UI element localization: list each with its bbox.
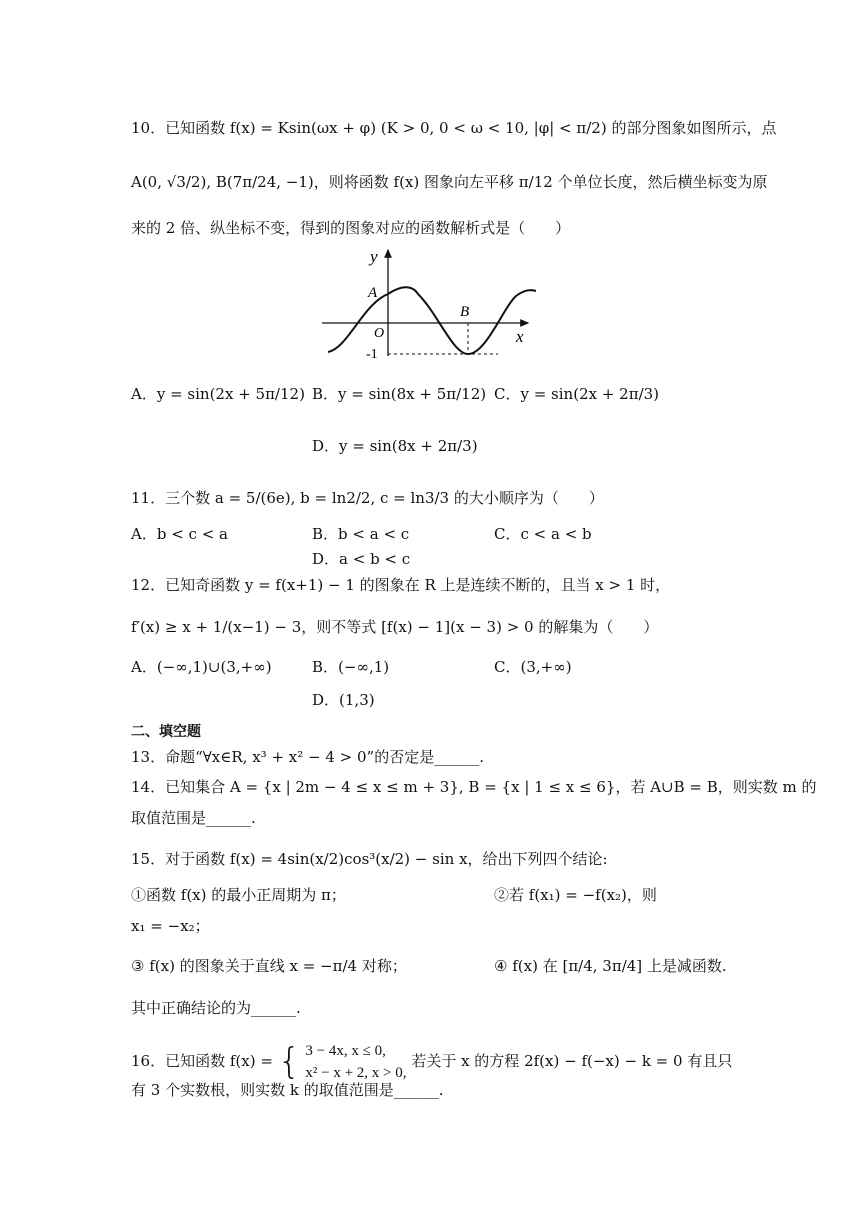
q11-line1: 11．三个数 a = 5/(6e), b = ln2/2, c = ln3/3 的大小顺序为（ ） [131, 489, 604, 507]
q15-conclusion-2a: ②若 f(x₁) = −f(x₂)，则 [494, 886, 657, 904]
q12-option-c[interactable]: C．(3,+∞) [494, 658, 572, 676]
q15-conclusion-1: ①函数 f(x) 的最小正周期为 π； [131, 886, 346, 904]
label-o: O [374, 326, 385, 341]
label-y: y [370, 247, 378, 266]
q10-option-b[interactable]: B．y = sin(8x + 5π/12) [312, 385, 487, 403]
piecewise-case-2: x² − x + 2, x > 0, [305, 1065, 407, 1081]
sine-graph [318, 244, 542, 360]
sine-curve [328, 287, 536, 354]
section-title-fill-in: 二、填空题 [131, 724, 201, 740]
q10-line2: A(0, √3/2), B(7π/24, −1)，则将函数 f(x) 图象向左平移 π/12 个单位长度，然后横坐标变为原 [131, 173, 768, 191]
q14-line2: 取值范围是______. [131, 809, 256, 827]
q15-conclusion-4: ④ f(x) 在 [π/4, 3π/4] 上是减函数. [494, 957, 727, 975]
q10-option-c[interactable]: C．y = sin(2x + 2π/3) [494, 385, 660, 403]
q11-option-a[interactable]: A．b < c < a [131, 525, 228, 543]
q15-line1: 15．对于函数 f(x) = 4sin(x/2)cos³(x/2) − sin x，给出下列四个结论: [131, 850, 608, 868]
label-a: A [368, 285, 378, 301]
q10-option-d[interactable]: D．y = sin(8x + 2π/3) [312, 437, 478, 455]
q10-line3: 来的 2 倍、纵坐标不变，得到的图象对应的函数解析式是（ ） [131, 219, 571, 237]
q14-line1: 14．已知集合 A = {x | 2m − 4 ≤ x ≤ m + 3}, B = {x | 1 ≤ x ≤ 6}，若 A∪B = B，则实数 m 的 [131, 778, 817, 796]
q12-line1: 12．已知奇函数 y = f(x+1) − 1 的图象在 R 上是连续不断的，且当 x > 1 时， [131, 576, 671, 594]
q13-line: 13．命题“∀x∈R, x³ + x² − 4 > 0”的否定是______. [131, 748, 484, 766]
q11-option-b[interactable]: B．b < a < c [312, 525, 410, 543]
piecewise-case-1: 3 − 4x, x ≤ 0, [305, 1043, 386, 1059]
piecewise-brace: { [277, 1041, 301, 1082]
q11-option-d[interactable]: D．a < b < c [312, 550, 411, 568]
q10-line1: 10．已知函数 f(x) = Ksin(ωx + φ) (K > 0, 0 < ω < 10, |φ| < π/2) 的部分图象如图所示，点 [131, 119, 777, 137]
label-x: x [516, 327, 524, 346]
q15-line-end: 其中正确结论的为______. [131, 999, 301, 1017]
q15-conclusion-2b: x₁ = −x₂； [131, 917, 210, 935]
q12-line2: f′(x) ≥ x + 1/(x−1) − 3，则不等式 [f(x) − 1](x − 3) > 0 的解集为（ ） [131, 618, 659, 636]
q16-line2: 有 3 个实数根，则实数 k 的取值范围是______. [131, 1081, 444, 1099]
q12-option-d[interactable]: D．(1,3) [312, 691, 375, 709]
q11-option-c[interactable]: C．c < a < b [494, 525, 592, 543]
q10-option-a[interactable]: A．y = sin(2x + 5π/12) [131, 385, 305, 403]
label-b: B [460, 304, 470, 320]
label-neg1: -1 [366, 347, 378, 360]
q15-conclusion-3: ③ f(x) 的图象关于直线 x = −π/4 对称； [131, 957, 407, 975]
q16-line1: 16．已知函数 f(x) = { 3 − 4x, x ≤ 0, x² − x + 2, x > 0, 若关于 x 的方程 2f(x) − f(−x) − k = 0 有且只 [131, 1041, 733, 1082]
q12-option-b[interactable]: B．(−∞,1) [312, 658, 390, 676]
q12-option-a[interactable]: A．(−∞,1)∪(3,+∞) [131, 658, 272, 676]
